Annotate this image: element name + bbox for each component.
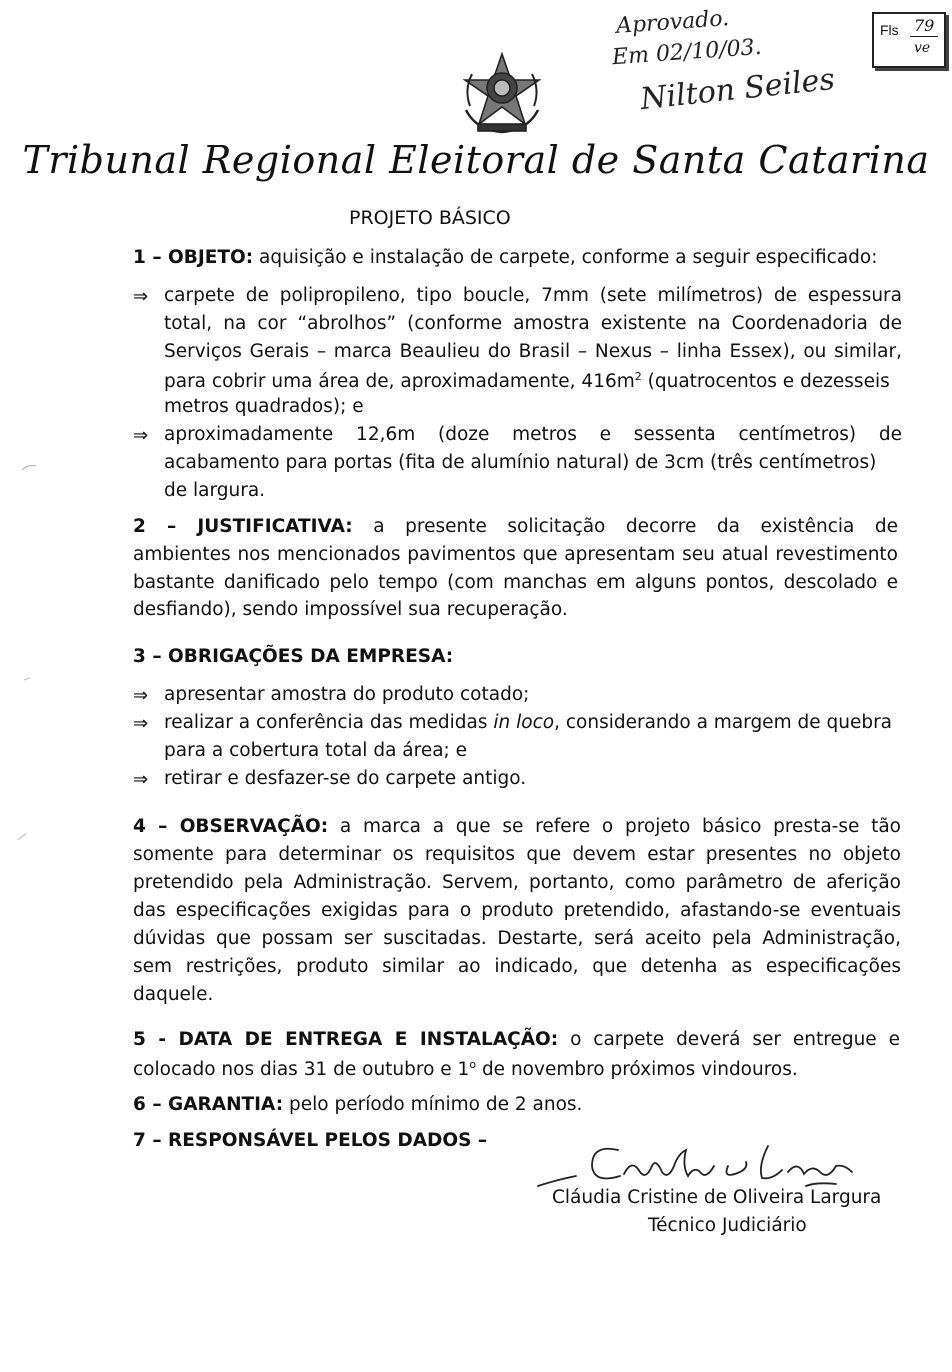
item-1-line-3: Serviços Gerais – marca Beaulieu do Brasil – Nexus – linha Essex), ou similar, — [164, 341, 902, 362]
section-4-heading: 4 – OBSERVAÇÃO: — [133, 816, 329, 837]
section-2-line-4: desfiando), sendo impossível sua recuperação. — [133, 599, 568, 620]
section-1-intro: aquisição e instalação de carpete, conforme a seguir especificado: — [259, 247, 878, 268]
bullet-arrow-icon: ⇒ — [133, 713, 149, 734]
item-2-line-1: aproximadamente 12,6m (doze metros e sessenta centímetros) de — [164, 424, 902, 445]
stamp-label: Fls — [880, 22, 899, 38]
coat-of-arms-icon — [456, 50, 548, 136]
bullet-arrow-icon: ⇒ — [133, 685, 149, 706]
stamp-rubric: ve — [914, 40, 931, 56]
handwritten-approval-date: Em 02/10/03. — [611, 34, 763, 71]
section-5-line-1 — [133, 1031, 900, 1050]
stamp-divider — [910, 36, 938, 37]
item-1-line-2: total, na cor “abrolhos” (conforme amostra existente na Coordenadoria de — [164, 313, 902, 334]
section-7-heading: 7 – RESPONSÁVEL PELOS DADOS – — [133, 1130, 488, 1151]
section-4-line-7: daquele. — [133, 984, 214, 1005]
section-5-line-2-text: colocado nos dias 31 de outubro e 1 — [133, 1059, 470, 1081]
section-2-line-2: ambientes nos mencionados pavimentos que apresentam seu atual revestimento — [133, 544, 898, 565]
superscript: 2 — [634, 370, 642, 383]
obligation-2-text: realizar a conferência das medidas — [164, 712, 494, 733]
section-2-line-1 — [133, 518, 898, 537]
document-title: PROJETO BÁSICO — [349, 207, 511, 229]
section-6-heading: 6 – GARANTIA: — [133, 1094, 284, 1115]
section-6-text: pelo período mínimo de 2 anos. — [289, 1094, 583, 1115]
section-5-heading: 5 - DATA DE ENTREGA E INSTALAÇÃO: — [133, 1029, 559, 1050]
section-6-line — [133, 1096, 582, 1115]
section-4-line-2: somente para determinar os requisitos que devem estar presentes no objeto — [133, 844, 901, 865]
page-number-stamp — [872, 12, 946, 68]
bullet-arrow-icon: ⇒ — [133, 769, 149, 790]
section-4-line-1 — [133, 818, 901, 837]
item-1-line-4-rest: (quatrocentos e dezesseis — [641, 371, 890, 393]
obligation-2-rest: , considerando a margem de quebra — [554, 712, 893, 733]
section-5-text: o carpete deverá ser entregue e — [570, 1029, 900, 1050]
section-4-text: a marca a que se refere o projeto básico presta-se tão — [339, 816, 902, 837]
stamp-page-number: 79 — [914, 16, 935, 35]
section-1-line — [133, 249, 877, 268]
section-4-line-5: dúvidas que possam ser suscitadas. Destarte, será aceito pela Administração, — [133, 928, 901, 949]
bullet-arrow-icon: ⇒ — [133, 286, 149, 307]
section-1-heading: 1 – OBJETO: — [133, 247, 254, 268]
section-2-heading: 2 – JUSTIFICATIVA: — [133, 516, 353, 537]
obligation-1: apresentar amostra do produto cotado; — [164, 684, 530, 705]
item-1-line-1: carpete de polipropileno, tipo boucle, 7mm (sete milímetros) de espessura — [164, 285, 902, 306]
obligation-2-line-2: para a cobertura total da área; e — [164, 740, 468, 761]
bullet-arrow-icon: ⇒ — [133, 425, 149, 446]
obligation-2-line-1 — [164, 714, 892, 733]
obligation-2-italic: in loco — [493, 712, 555, 733]
obligation-3: retirar e desfazer-se do carpete antigo. — [164, 768, 527, 789]
item-2-line-2: acabamento para portas (fita de alumínio natural) de 3cm (três centímetros) — [164, 452, 877, 473]
signer-name: Cláudia Cristine de Oliveira Largura — [552, 1187, 882, 1208]
handwritten-approval-signature: Nilton Seiles — [638, 61, 837, 118]
section-4-line-4: das especificações exigidas para o produto pretendido, afastando-se eventuais — [133, 900, 901, 921]
section-2-line-3: bastante danificado pelo tempo (com manchas em alguns pontos, descolado e — [133, 572, 898, 593]
section-4-line-3: pretendido pela Administração. Servem, portanto, como parâmetro de aferição — [133, 872, 901, 893]
item-1-line-5: metros quadrados); e — [164, 396, 364, 417]
item-1-line-4 — [164, 371, 890, 392]
section-2-text: a presente solicitação decorre da existência de — [373, 516, 899, 537]
signer-role: Técnico Judiciário — [648, 1215, 807, 1236]
item-2-line-3: de largura. — [164, 480, 266, 501]
section-4-line-6: sem restrições, produto similar ao indicado, que detenha as especificações — [133, 956, 901, 977]
section-5-line-2-rest: de novembro próximos vindouros. — [476, 1059, 798, 1081]
item-1-line-4-text: para cobrir uma área de, aproximadamente, 416m — [164, 371, 635, 393]
superscript: o — [469, 1058, 477, 1071]
institution-title: Tribunal Regional Eleitoral de Santa Catarina — [22, 138, 930, 182]
section-3-heading: 3 – OBRIGAÇÕES DA EMPRESA: — [133, 646, 454, 667]
section-5-line-2 — [133, 1059, 798, 1080]
handwritten-approval-text: Aprovado. — [615, 6, 730, 39]
